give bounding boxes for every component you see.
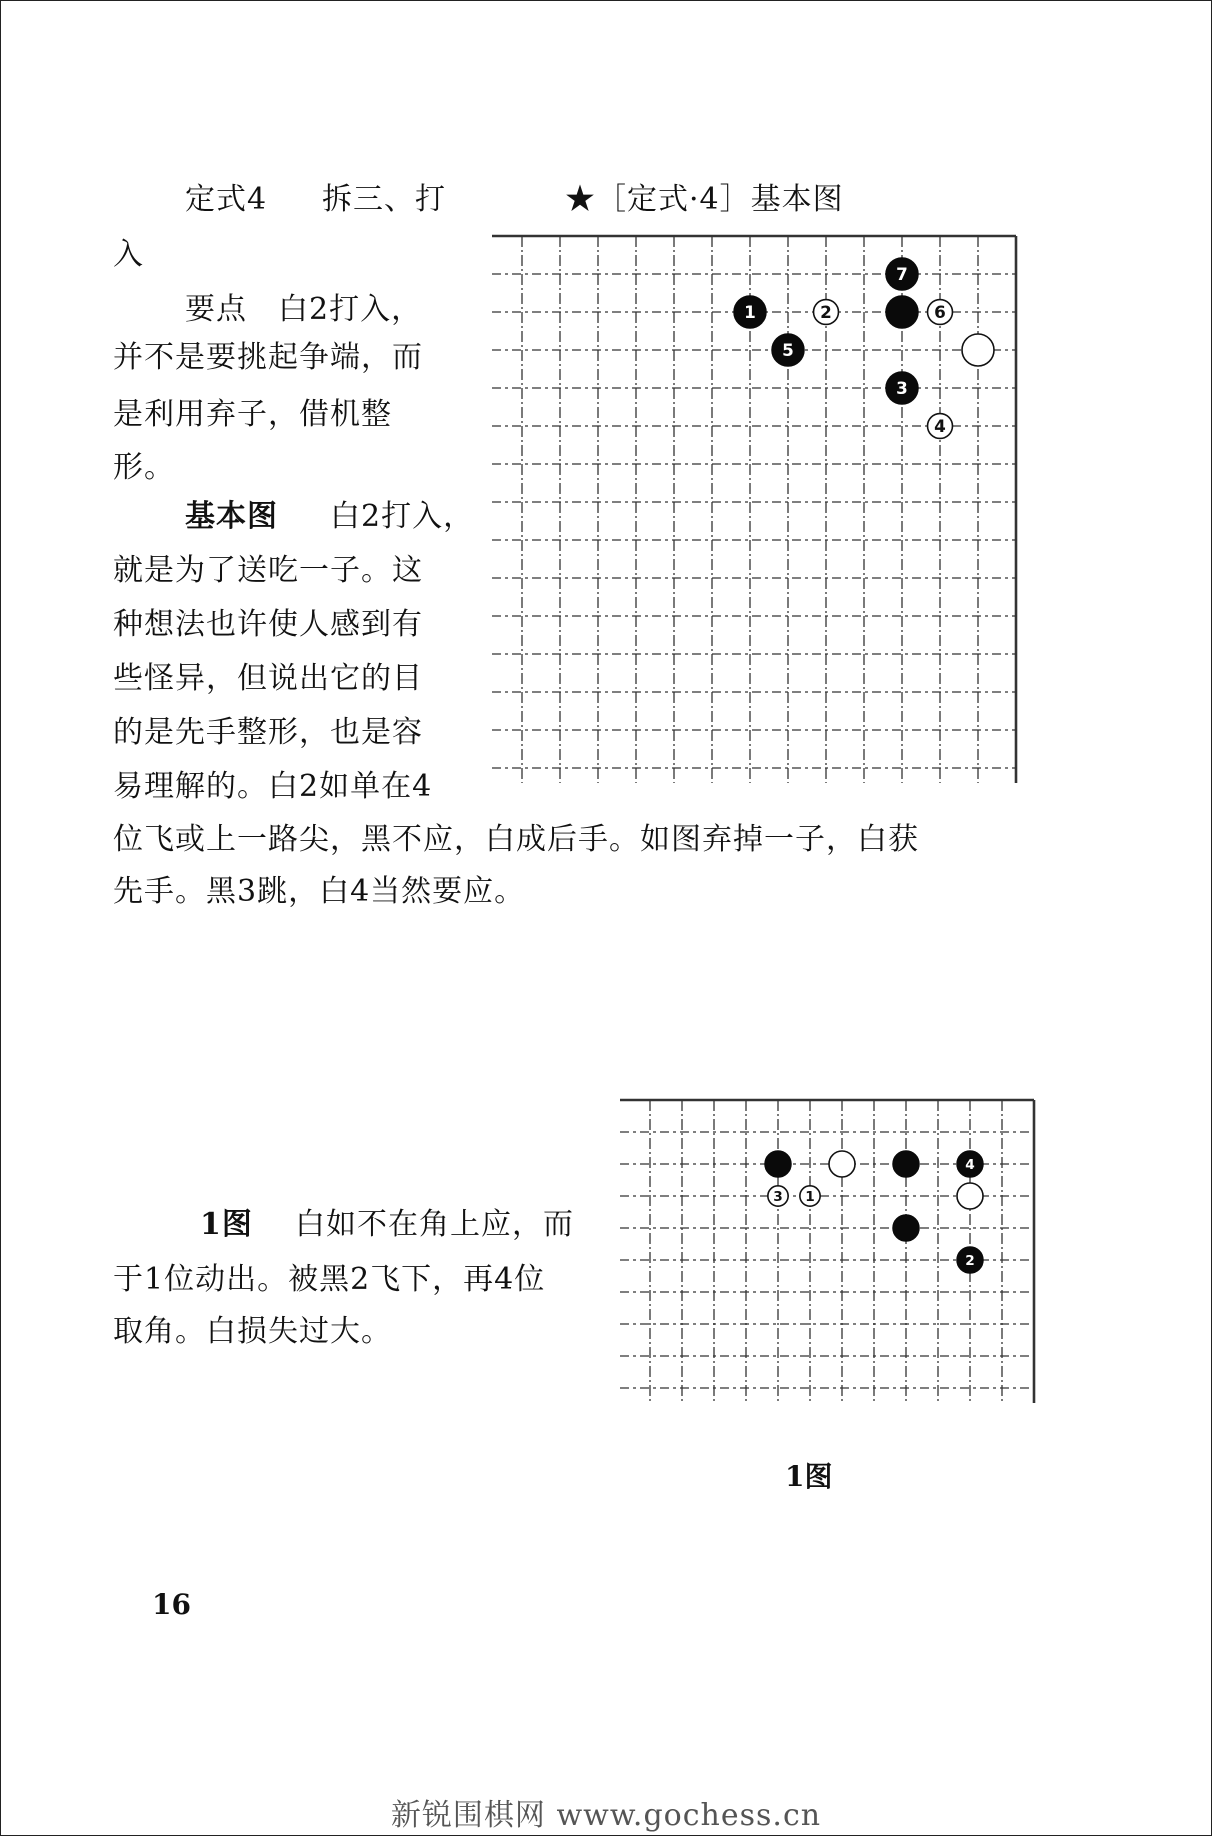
black-stone xyxy=(772,334,804,366)
black-stone xyxy=(957,1247,983,1273)
stone-move-number: 2 xyxy=(820,302,832,323)
white-stone xyxy=(829,1151,855,1177)
black-stone xyxy=(957,1151,983,1177)
basic-full-line-1: 位飞或上一路尖，黑不应，白成后手。如图弃掉一子，白获 xyxy=(113,822,919,857)
white-stone xyxy=(800,1186,820,1206)
black-stone xyxy=(893,1151,919,1177)
fig1-first: 白如不在角上应，而 xyxy=(295,1207,574,1242)
white-stone xyxy=(768,1186,788,1206)
fig1-label: 1图 xyxy=(200,1207,253,1242)
basic-line-5: 易理解的。白2如单在4 xyxy=(113,769,433,804)
diagram-title: ★［定式·4］基本图 xyxy=(565,182,844,217)
stone-move-number: 2 xyxy=(965,1252,975,1269)
white-stone xyxy=(957,1183,983,1209)
black-stone xyxy=(734,296,766,328)
stone-move-number: 1 xyxy=(744,302,756,323)
basic-line-3: 些怪异，但说出它的目 xyxy=(113,661,423,696)
basic-line-1: 就是为了送吃一子。这 xyxy=(113,553,423,588)
fig1-caption: 1图 xyxy=(785,1460,833,1493)
fig1-diagram-board xyxy=(620,1097,1020,1427)
white-stone xyxy=(928,300,953,325)
basic-line-4: 的是先手整形，也是容 xyxy=(113,715,423,750)
keypoint-line-1: 要点 白2打入， xyxy=(185,292,423,327)
white-stone xyxy=(962,334,994,366)
black-stone xyxy=(765,1151,791,1177)
section-heading-number: 定式4 xyxy=(185,182,268,217)
black-stone xyxy=(893,1215,919,1241)
keypoint-line-3: 是利用弃子，借机整 xyxy=(113,397,392,432)
keypoint-line-4: 形。 xyxy=(113,450,175,485)
keypoint-line-2: 并不是要挑起争端，而 xyxy=(113,340,423,375)
basic-label: 基本图 xyxy=(185,499,278,534)
black-stone xyxy=(886,372,918,404)
stone-move-number: 4 xyxy=(934,416,946,437)
fig1-line-2: 取角。白损失过大。 xyxy=(113,1314,392,1349)
stone-move-number: 5 xyxy=(782,340,794,361)
stone-move-number: 3 xyxy=(896,378,908,399)
basic-first: 白2打入， xyxy=(330,499,475,534)
white-stone xyxy=(814,300,839,325)
section-heading-title: 拆三、打 xyxy=(322,182,446,217)
black-stone xyxy=(886,296,918,328)
basic-line-2: 种想法也许使人感到有 xyxy=(113,607,423,642)
stone-move-number: 7 xyxy=(896,264,908,285)
stone-move-number: 3 xyxy=(773,1188,783,1205)
stone-move-number: 1 xyxy=(805,1188,815,1205)
basic-diagram-board xyxy=(490,232,1020,802)
basic-full-line-2: 先手。黑3跳，白4当然要应。 xyxy=(113,874,526,909)
fig1-line-1: 于1位动出。被黑2飞下，再4位 xyxy=(113,1262,546,1297)
white-stone xyxy=(928,414,953,439)
stone-move-number: 4 xyxy=(965,1156,975,1173)
section-heading-title-cont: 入 xyxy=(113,237,144,272)
watermark: 新锐围棋网 www.gochess.cn xyxy=(390,1798,822,1833)
page-number: 16 xyxy=(152,1588,191,1621)
stone-move-number: 6 xyxy=(934,302,946,323)
black-stone xyxy=(886,258,918,290)
